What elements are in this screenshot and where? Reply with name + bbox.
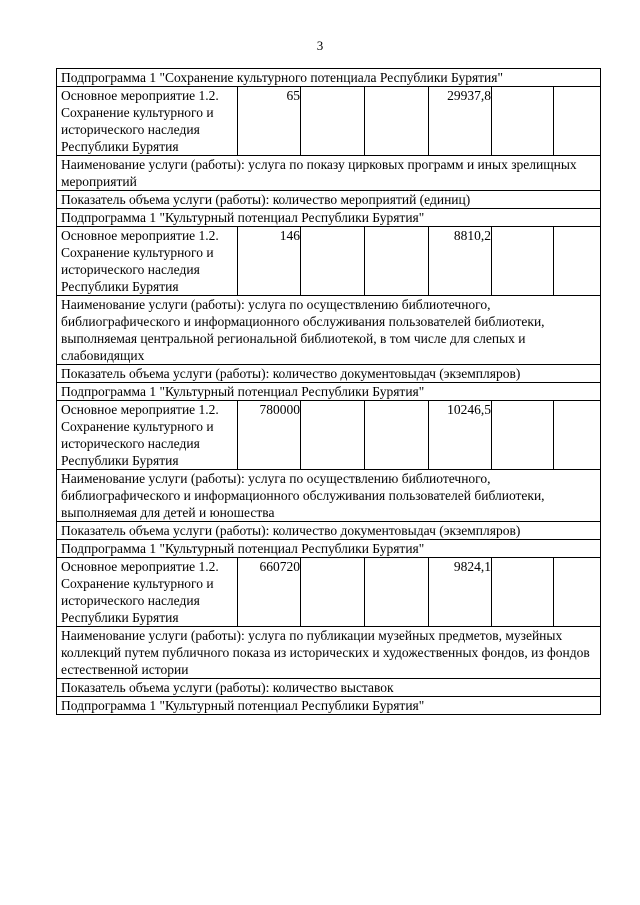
empty-cell [492,558,554,627]
service-name-row [57,156,601,191]
volume-indicator-text: Показатель объема услуги (работы): количество мероприятий (единиц) [57,191,601,209]
event-row [57,87,601,156]
empty-cell [301,558,365,627]
subprogram-text: Подпрограмма 1 "Культурный потенциал Республики Бурятия" [57,697,601,715]
empty-cell [492,87,554,156]
subprogram-text: Подпрограмма 1 "Сохранение культурного потенциала Республики Бурятия" [57,69,601,87]
quantity-cell: 146 [238,227,301,296]
event-row [57,558,601,627]
amount-cell: 8810,2 [429,227,492,296]
empty-cell [554,87,601,156]
service-name-text: Наименование услуги (работы): услуга по осуществлению библиотечного, библиографического и информационного обслуживания пользователей библиотеки, выполняемая для детей и юношества [57,470,601,522]
subprogram-row [57,540,601,558]
subprogram-text: Подпрограмма 1 "Культурный потенциал Республики Бурятия" [57,383,601,401]
empty-cell [365,227,429,296]
service-name-row [57,296,601,365]
empty-cell [365,401,429,470]
quantity-cell: 780000 [238,401,301,470]
service-name-row [57,470,601,522]
service-name-text: Наименование услуги (работы): услуга по показу цирковых программ и иных зрелищных мероприятий [57,156,601,191]
empty-cell [554,401,601,470]
volume-indicator-row [57,191,601,209]
volume-indicator-row [57,679,601,697]
event-label-cell: Основное мероприятие 1.2. Сохранение культурного и исторического наследия Республики Бурятия [57,558,238,627]
empty-cell [365,87,429,156]
volume-indicator-row [57,365,601,383]
empty-cell [554,558,601,627]
volume-indicator-row [57,522,601,540]
service-name-row [57,627,601,679]
subprogram-row [57,209,601,227]
subprogram-row [57,383,601,401]
quantity-cell: 660720 [238,558,301,627]
event-label-cell: Основное мероприятие 1.2. Сохранение культурного и исторического наследия Республики Бурятия [57,227,238,296]
amount-cell: 29937,8 [429,87,492,156]
service-name-text: Наименование услуги (работы): услуга по публикации музейных предметов, музейных коллекций путем публичного показа из исторических и художественных фондов, из фондов естественной истории [57,627,601,679]
subprogram-row [57,69,601,87]
empty-cell [554,227,601,296]
empty-cell [492,401,554,470]
service-name-text: Наименование услуги (работы): услуга по осуществлению библиотечного, библиографического и информационного обслуживания пользователей библиотеки, выполняемая центральной региональной библиотекой, в том числе для слепых и слабовидящих [57,296,601,365]
event-label-cell: Основное мероприятие 1.2. Сохранение культурного и исторического наследия Республики Бурятия [57,87,238,156]
budget-table [56,68,601,715]
event-row [57,401,601,470]
table-body [57,69,601,715]
page-number: 3 [316,38,324,53]
empty-cell [301,401,365,470]
empty-cell [365,558,429,627]
empty-cell [492,227,554,296]
amount-cell: 9824,1 [429,558,492,627]
volume-indicator-text: Показатель объема услуги (работы): количество выставок [57,679,601,697]
subprogram-row [57,697,601,715]
amount-cell: 10246,5 [429,401,492,470]
volume-indicator-text: Показатель объема услуги (работы): количество документовыдач (экземпляров) [57,365,601,383]
event-label-cell: Основное мероприятие 1.2. Сохранение культурного и исторического наследия Республики Бурятия [57,401,238,470]
event-row [57,227,601,296]
empty-cell [301,87,365,156]
empty-cell [301,227,365,296]
volume-indicator-text: Показатель объема услуги (работы): количество документовыдач (экземпляров) [57,522,601,540]
subprogram-text: Подпрограмма 1 "Культурный потенциал Республики Бурятия" [57,540,601,558]
subprogram-text: Подпрограмма 1 "Культурный потенциал Республики Бурятия" [57,209,601,227]
quantity-cell: 65 [238,87,301,156]
